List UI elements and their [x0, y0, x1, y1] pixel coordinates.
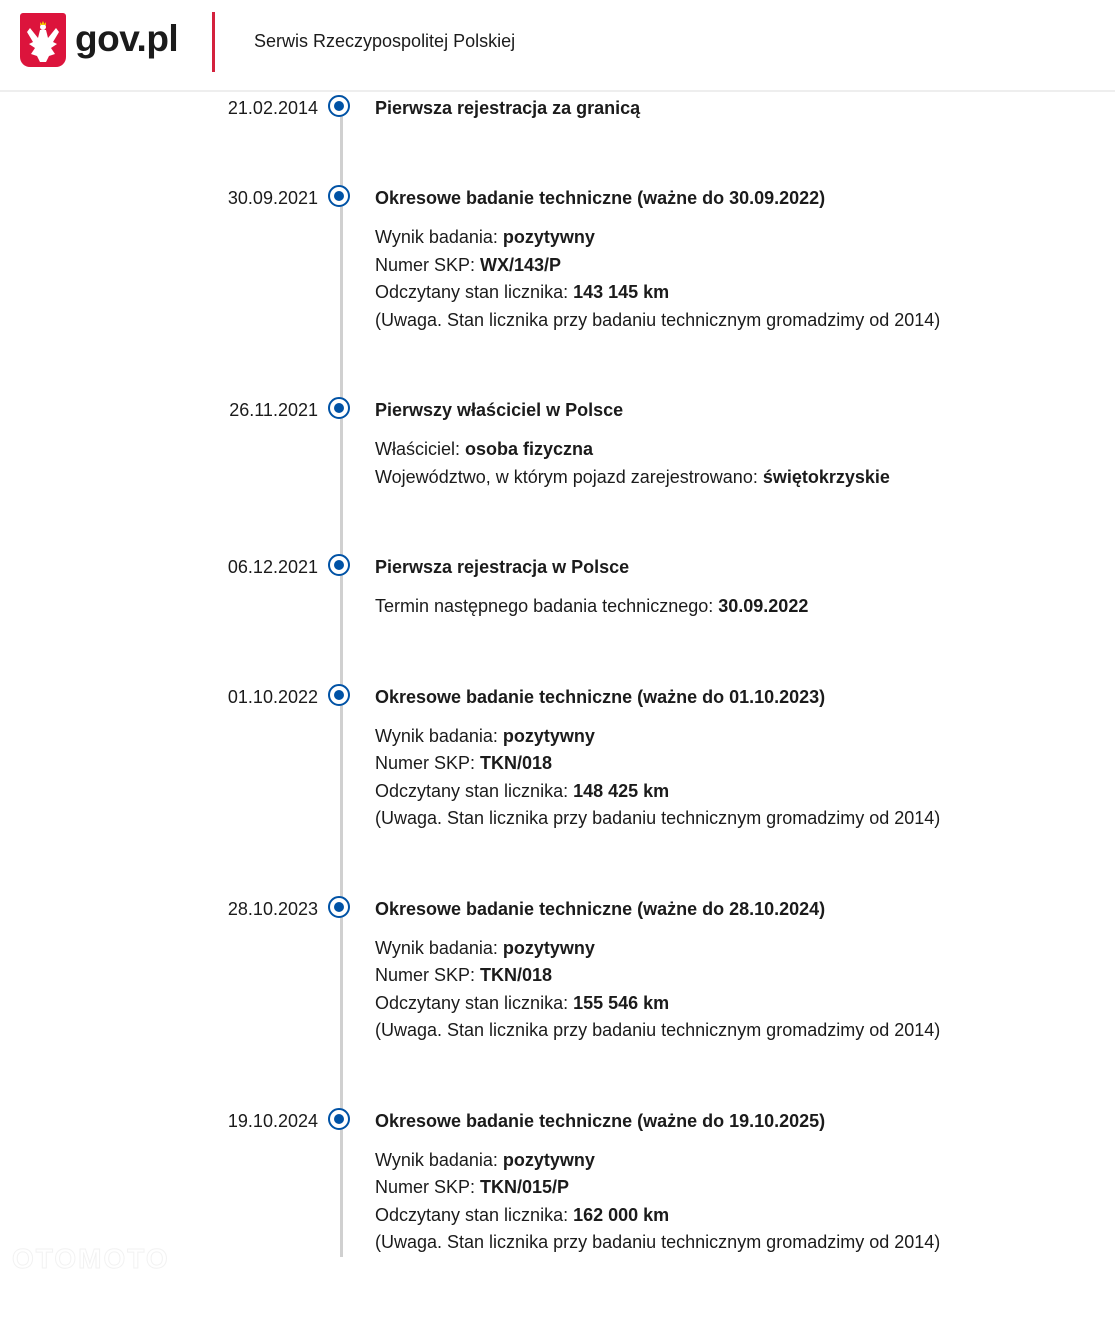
timeline-dot-icon: [328, 397, 350, 419]
detail-line: [375, 778, 1115, 806]
detail-value: TKN/015/P: [480, 1177, 570, 1197]
detail-line: [375, 252, 1115, 280]
event-details: [375, 1147, 1115, 1257]
timeline-dot-icon: [328, 684, 350, 706]
event-title: Okresowe badanie techniczne (ważne do 19.10.2025): [375, 1110, 826, 1131]
detail-value: TKN/018: [480, 965, 553, 985]
detail-label: Termin następnego badania technicznego:: [375, 596, 719, 616]
timeline-dot-icon: [328, 896, 350, 918]
detail-label: Numer SKP:: [375, 1177, 481, 1197]
detail-line: [375, 1174, 1115, 1202]
detail-line: [375, 1202, 1115, 1230]
detail-value: osoba fizyczna: [465, 439, 594, 459]
detail-label: Odczytany stan licznika:: [375, 1204, 574, 1225]
event-title: Pierwsza rejestracja za granicą: [375, 98, 641, 118]
detail-line: [375, 750, 1115, 778]
detail-line: [375, 990, 1115, 1018]
event-title: Okresowe badanie techniczne (ważne do 28.10.2024): [375, 898, 826, 919]
detail-line: [375, 224, 1115, 252]
detail-label: Numer SKP:: [375, 965, 481, 985]
event-title: Okresowe badanie techniczne (ważne do 01.10.2023): [375, 686, 826, 707]
watermark: OTOMOTO: [12, 1243, 170, 1274]
event-date: 28.10.2023: [227, 898, 318, 919]
detail-label: Numer SKP:: [375, 254, 481, 275]
header-divider: [212, 12, 215, 72]
detail-value: 143 145 km: [573, 282, 670, 302]
detail-line: [375, 962, 1115, 990]
timeline-dot-icon: [328, 554, 350, 576]
detail-label: (Uwaga. Stan licznika przy badaniu technicznym gromadzimy od 2014): [375, 309, 941, 330]
detail-label: Odczytany stan licznika:: [375, 780, 574, 801]
detail-value: 148 425 km: [573, 780, 670, 801]
event-title: Okresowe badanie techniczne (ważne do 30.09.2022): [375, 188, 826, 208]
event-details: [375, 224, 1115, 334]
detail-value: 162 000 km: [573, 1204, 670, 1225]
detail-line: [375, 436, 1115, 464]
detail-label: Numer SKP:: [375, 753, 481, 773]
detail-line: [375, 723, 1115, 751]
detail-line: [375, 1017, 1115, 1045]
timeline-entry: [0, 185, 1115, 334]
timeline-entry: [0, 896, 1115, 1045]
detail-line: [375, 1147, 1115, 1175]
timeline-entry: [0, 95, 1115, 122]
detail-value: 30.09.2022: [718, 596, 809, 616]
detail-label: Właściciel:: [375, 439, 466, 459]
detail-line: [375, 464, 1115, 492]
detail-line: [375, 935, 1115, 963]
timeline-entry: [0, 554, 1115, 621]
eagle-emblem-icon[interactable]: [20, 13, 66, 67]
detail-line: [375, 805, 1115, 833]
event-date: 26.11.2021: [229, 400, 318, 420]
detail-value: pozytywny: [502, 1149, 595, 1170]
detail-label: (Uwaga. Stan licznika przy badaniu technicznym gromadzimy od 2014): [375, 1020, 941, 1040]
event-date: 30.09.2021: [227, 188, 318, 208]
detail-label: (Uwaga. Stan licznika przy badaniu technicznym gromadzimy od 2014): [375, 1232, 941, 1252]
detail-value: 155 546 km: [573, 992, 670, 1013]
site-header: [0, 0, 1115, 92]
event-date: 01.10.2022: [227, 686, 318, 707]
service-name: Serwis Rzeczypospolitej Polskiej: [254, 31, 516, 51]
timeline-entry: [0, 1108, 1115, 1257]
detail-line: [375, 279, 1115, 307]
detail-value: WX/143/P: [480, 254, 562, 275]
detail-value: TKN/018: [480, 753, 553, 773]
detail-value: pozytywny: [502, 937, 595, 958]
detail-label: Wynik badania:: [375, 725, 503, 746]
detail-value: pozytywny: [502, 227, 595, 247]
detail-label: Odczytany stan licznika:: [375, 992, 574, 1013]
timeline-dot-icon: [328, 185, 350, 207]
detail-label: Wynik badania:: [375, 227, 503, 247]
event-date: 21.02.2014: [227, 98, 318, 118]
detail-label: Województwo, w którym pojazd zarejestrowano:: [375, 466, 763, 487]
detail-value: świętokrzyskie: [762, 466, 890, 487]
event-details: [375, 593, 1115, 621]
timeline-entry: [0, 684, 1115, 833]
detail-label: Wynik badania:: [375, 937, 503, 958]
brand-logo-text[interactable]: gov.pl: [75, 18, 179, 59]
detail-line: [375, 1229, 1115, 1257]
event-details: [375, 935, 1115, 1045]
detail-label: Odczytany stan licznika:: [375, 282, 574, 302]
timeline-entry: [0, 397, 1115, 491]
detail-label: Wynik badania:: [375, 1149, 503, 1170]
event-date: 19.10.2024: [227, 1110, 318, 1131]
event-date: 06.12.2021: [227, 557, 318, 577]
event-details: [375, 436, 1115, 491]
vehicle-history-timeline: [0, 95, 1115, 1320]
detail-line: [375, 307, 1115, 335]
detail-value: pozytywny: [502, 725, 595, 746]
detail-label: (Uwaga. Stan licznika przy badaniu technicznym gromadzimy od 2014): [375, 808, 941, 828]
timeline-dot-icon: [328, 1108, 350, 1130]
event-title: Pierwsza rejestracja w Polsce: [375, 557, 630, 577]
event-details: [375, 723, 1115, 833]
detail-line: [375, 593, 1115, 621]
timeline-dot-icon: [328, 95, 350, 117]
event-title: Pierwszy właściciel w Polsce: [375, 400, 624, 420]
